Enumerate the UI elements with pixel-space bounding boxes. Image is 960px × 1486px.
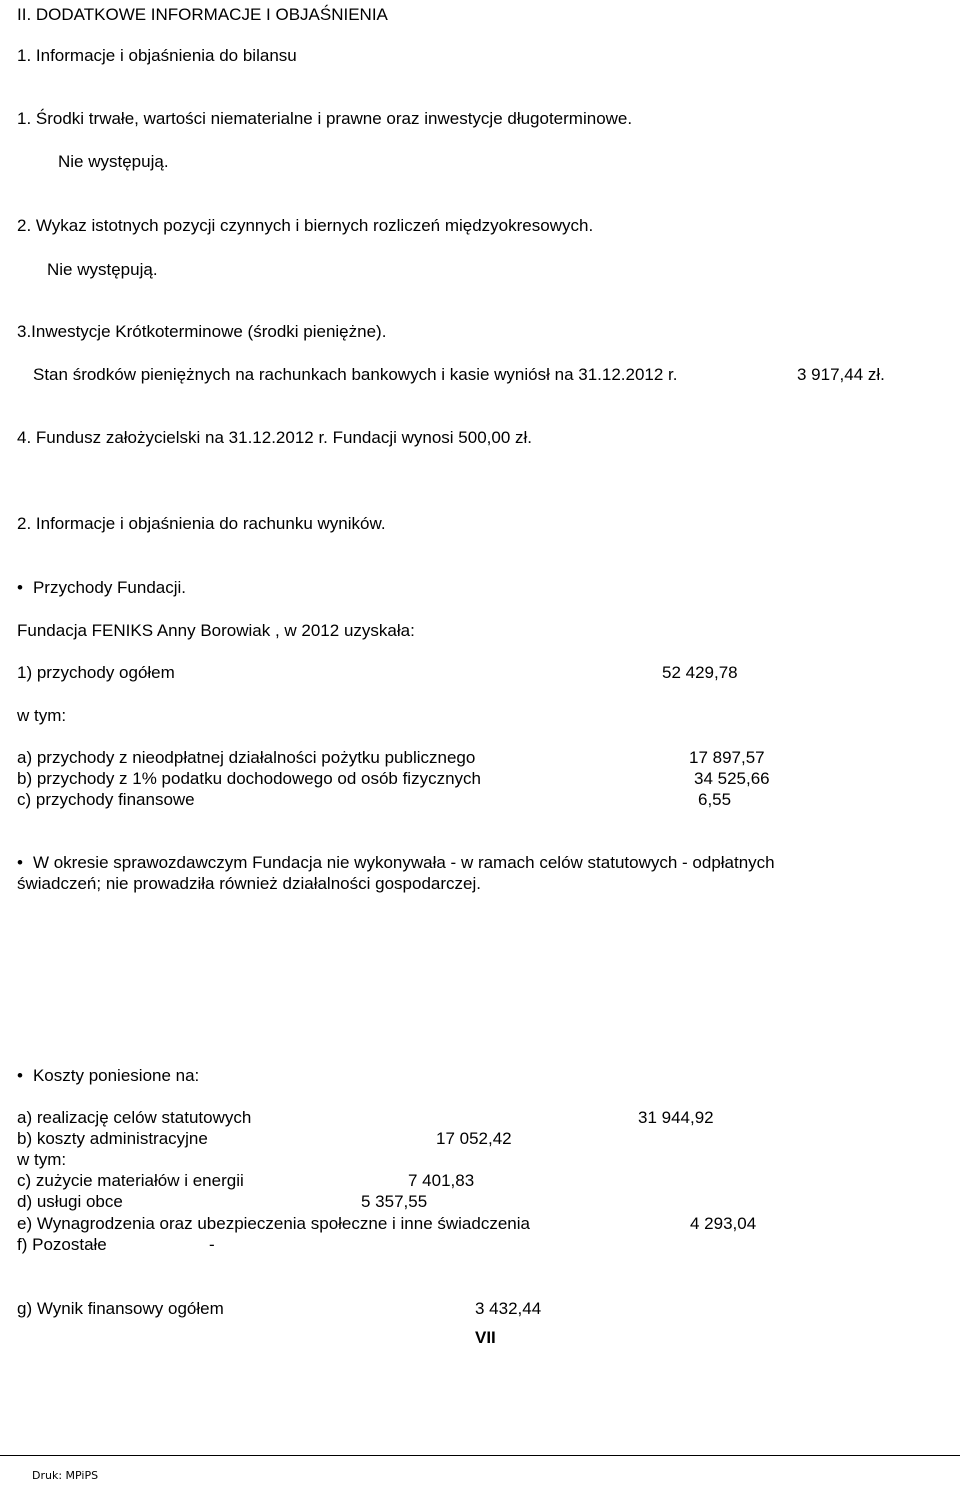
business-activity-note <box>17 853 775 873</box>
revenue-heading-text: Przychody Fundacji. <box>32 578 187 597</box>
item-fixed-assets: 1. Środki trwałe, wartości niematerialne i prawne oraz inwestycje długoterminowe. <box>17 109 633 128</box>
subsection-balance-heading: 1. Informacje i objaśnienia do bilansu <box>17 46 297 65</box>
costs-heading <box>17 1066 199 1086</box>
cost-services-value: 5 357,55 <box>361 1192 428 1211</box>
cost-salaries-label: e) Wynagrodzenia oraz ubezpieczenia społeczne i inne świadczenia <box>17 1214 530 1233</box>
financial-result-label: g) Wynik finansowy ogółem <box>17 1299 224 1318</box>
revenue-item-value: 17 897,57 <box>689 748 765 767</box>
footer-divider <box>0 1455 960 1456</box>
cost-admin-label: b) koszty administracyjne <box>17 1129 208 1148</box>
costs-heading-text: Koszty poniesione na: <box>32 1066 200 1085</box>
cash-balance-value: 3 917,44 zł. <box>797 365 885 384</box>
page-mark: VII <box>475 1328 496 1347</box>
cost-other-value: - <box>209 1235 215 1254</box>
revenue-heading <box>17 578 186 598</box>
revenue-total-value: 52 429,78 <box>662 663 738 682</box>
item-accruals-note: Nie występują. <box>47 260 158 279</box>
cost-salaries-value: 4 293,04 <box>690 1214 757 1233</box>
revenue-item-label: b) przychody z 1% podatku dochodowego od osób fizycznych <box>17 769 481 788</box>
revenue-item-value: 34 525,66 <box>694 769 770 788</box>
cost-other-label: f) Pozostałe <box>17 1235 107 1254</box>
revenue-item-label: a) przychody z nieodpłatnej działalności pożytku publicznego <box>17 748 476 767</box>
cost-admin-value: 17 052,42 <box>436 1129 512 1148</box>
item-fixed-assets-note: Nie występują. <box>58 152 169 171</box>
business-activity-note-line1: W okresie sprawozdawczym Fundacja nie wykonywała - w ramach celów statutowych - odpłatnych <box>32 853 775 872</box>
cost-services-label: d) usługi obce <box>17 1192 123 1211</box>
cost-materials-value: 7 401,83 <box>408 1171 475 1190</box>
cost-statutory-value: 31 944,92 <box>638 1108 714 1127</box>
cash-balance-text: Stan środków pieniężnych na rachunkach bankowych i kasie wyniósł na 31.12.2012 r. <box>33 365 678 384</box>
item-founding-fund: 4. Fundusz założycielski na 31.12.2012 r. Fundacji wynosi 500,00 zł. <box>17 428 533 447</box>
section-title: II. DODATKOWE INFORMACJE I OBJAŚNIENIA <box>17 5 388 24</box>
cost-statutory-label: a) realizację celów statutowych <box>17 1108 252 1127</box>
revenue-item-value: 6,55 <box>698 790 732 809</box>
footer-print-label: Druk: MPiPS <box>32 1469 99 1482</box>
item-short-term-investments: 3.Inwestycje Krótkoterminowe (środki pieniężne). <box>17 322 387 341</box>
revenue-in-that: w tym: <box>17 706 67 725</box>
costs-in-that: w tym: <box>17 1150 67 1169</box>
financial-result-value: 3 432,44 <box>475 1299 542 1318</box>
revenue-intro: Fundacja FENIKS Anny Borowiak , w 2012 uzyskała: <box>17 621 415 640</box>
revenue-item-label: c) przychody finansowe <box>17 790 195 809</box>
subsection-income-statement-heading: 2. Informacje i objaśnienia do rachunku wyników. <box>17 514 386 533</box>
cost-materials-label: c) zużycie materiałów i energii <box>17 1171 244 1190</box>
revenue-total-label: 1) przychody ogółem <box>17 663 175 682</box>
business-activity-note-line2: świadczeń; nie prowadziła również działalności gospodarczej. <box>17 874 481 893</box>
item-accruals: 2. Wykaz istotnych pozycji czynnych i biernych rozliczeń międzyokresowych. <box>17 216 594 235</box>
